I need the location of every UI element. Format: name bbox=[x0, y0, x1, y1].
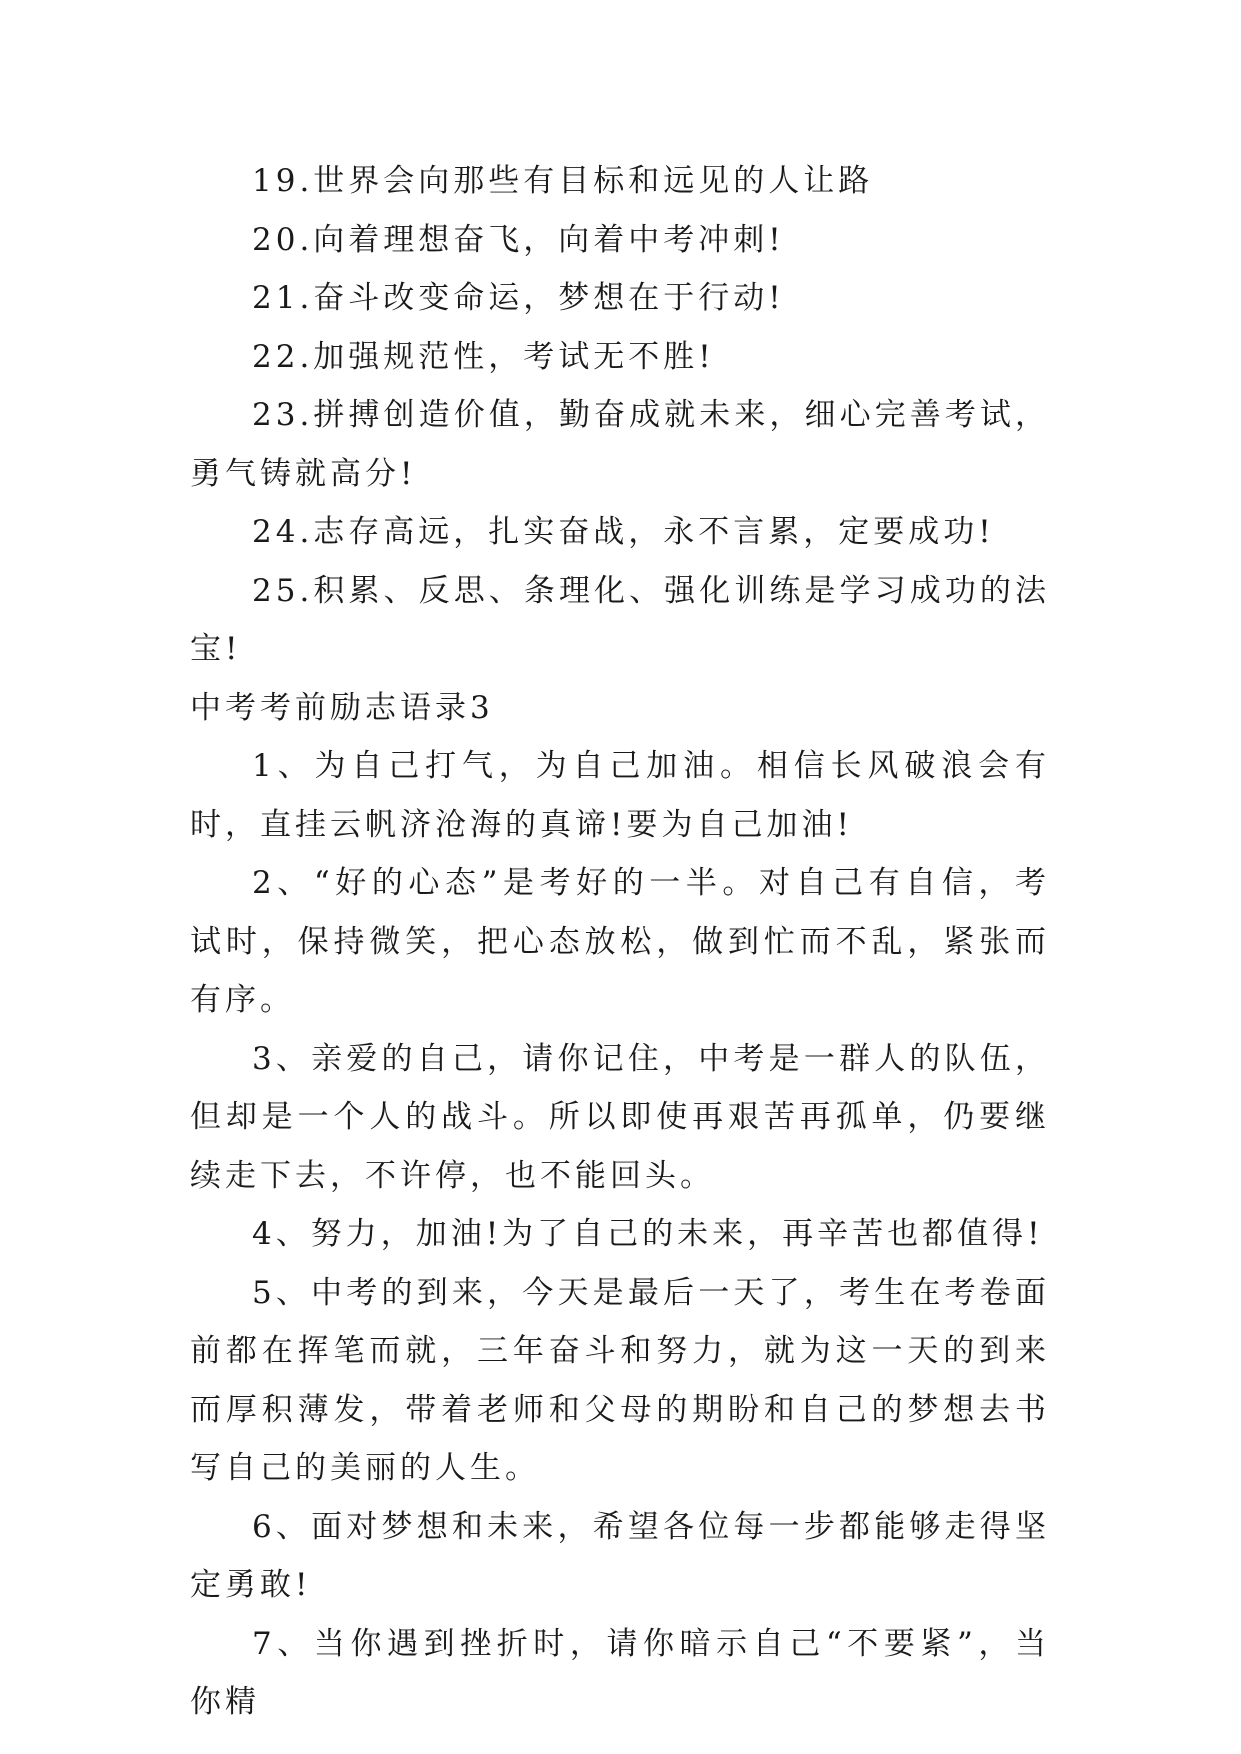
list-item: 20.向着理想奋飞，向着中考冲刺! bbox=[252, 221, 785, 258]
list-item: 24.志存高远，扎实奋战，永不言累，定要成功! bbox=[252, 514, 995, 550]
list-item: 19.世界会向那些有目标和远见的人让路 bbox=[252, 163, 874, 199]
list-item: 3、亲爱的自己，请你记住，中考是一群人的队伍，但却是一个人的战斗。所以即使再艰苦再孤单，仍要继续走下去，不许停，也不能回头。 bbox=[190, 1040, 1050, 1194]
list-item: 6、面对梦想和未来，希望各位每一步都能够走得坚定勇敢! bbox=[190, 1508, 1050, 1603]
list-item: 7、当你遇到挫折时，请你暗示自己“不要紧”，当你精 bbox=[190, 1625, 1050, 1720]
document-body bbox=[190, 152, 1050, 1732]
list-item: 4、努力，加油!为了自己的未来，再辛苦也都值得! bbox=[252, 1216, 1044, 1252]
list-item: 25.积累、反思、条理化、强化训练是学习成功的法宝! bbox=[190, 572, 1050, 667]
list-item: 5、中考的到来，今天是最后一天了，考生在考卷面前都在挥笔而就，三年奋斗和努力，就为这一天的到来而厚积薄发，带着老师和父母的期盼和自己的梦想去书写自己的美丽的人生。 bbox=[190, 1274, 1050, 1486]
list-item: 1、为自己打气，为自己加油。相信长风破浪会有时，直挂云帆济沧海的真谛!要为自己加油! bbox=[190, 748, 1050, 843]
section-heading: 中考考前励志语录3 bbox=[190, 689, 494, 726]
list-item: 23.拼搏创造价值，勤奋成就未来，细心完善考试，勇气铸就高分! bbox=[190, 397, 1050, 492]
list-item: 21.奋斗改变命运，梦想在于行动! bbox=[252, 280, 785, 316]
list-item: 22.加强规范性，考试无不胜! bbox=[252, 338, 715, 375]
list-item: 2、“好的心态”是考好的一半。对自己有自信，考试时，保持微笑，把心态放松，做到忙而不乱，紧张而有序。 bbox=[190, 865, 1050, 1018]
